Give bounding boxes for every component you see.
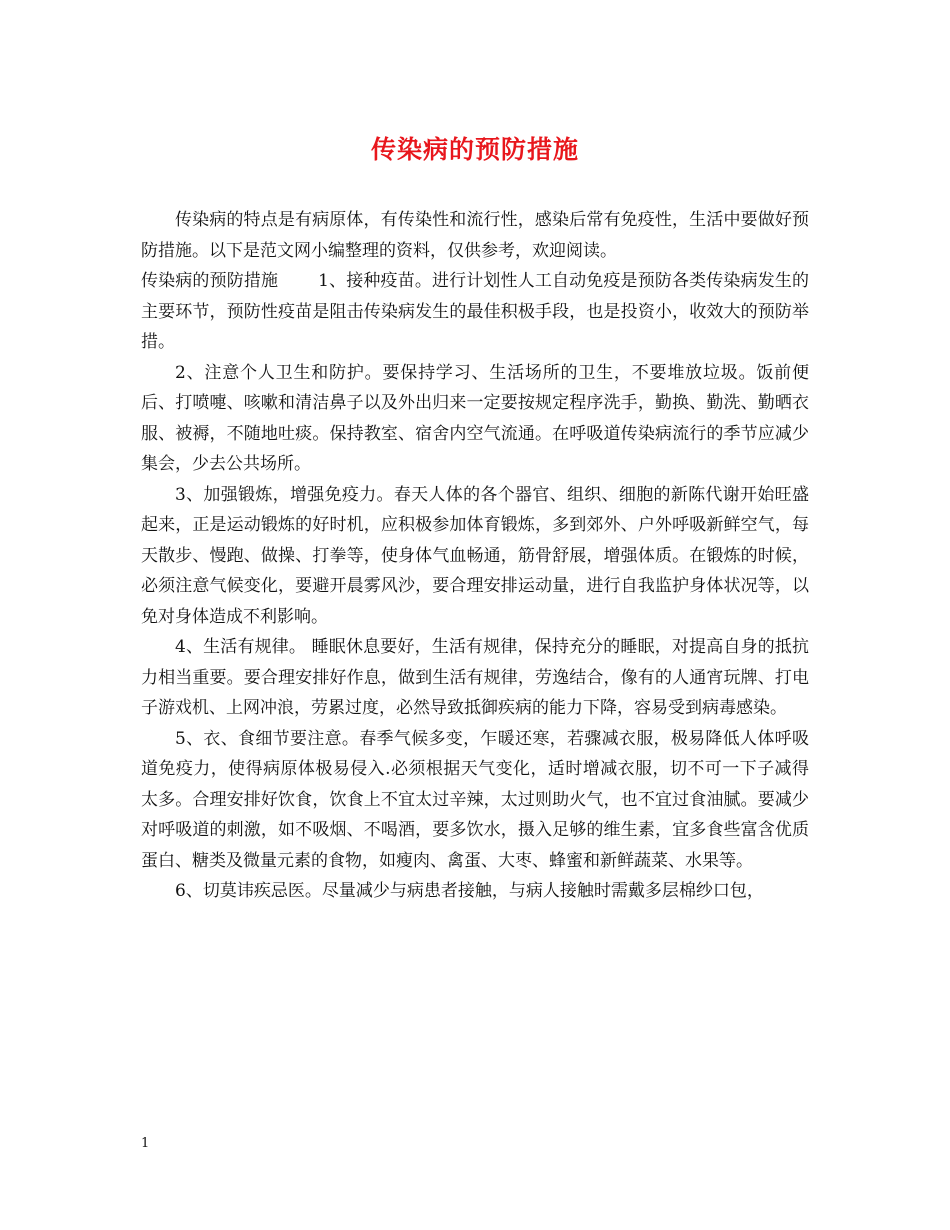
intro-paragraph: 传染病的特点是有病原体，有传染性和流行性，感染后常有免疫性，生活中要做好预防措施。以下是范文网小编整理的资料，仅供参考，欢迎阅读。 [141,210,809,261]
item-4-paragraph: 4、生活有规律。 睡眠休息要好，生活有规律，保持充分的睡眠，对提高自身的抵抗力相当重要。要合理安排好作息，做到生活有规律，劳逸结合，像有的人通宵玩牌、打电子游戏机、上网冲浪，劳累过度，必然导致抵御疾病的能力下降，容易受到病毒感染。 [141,637,809,718]
item-1-text: 1、接种疫苗。进行计划性人工自动免疫是预防各类传染病发生的主要环节，预防性疫苗是阻击传染病发生的最佳积极手段，也是投资小，收效大的预防举措。 [141,271,809,352]
item-5-paragraph: 5、衣、食细节要注意。春季气候多变，乍暖还寒，若骤减衣服，极易降低人体呼吸道免疫力，使得病原体极易侵入.必须根据天气变化，适时增减衣服，切不可一下子减得太多。合理安排好饮食，饮食上不宜太过辛辣，太过则助火气，也不宜过食油腻。要减少对呼吸道的刺激，如不吸烟、不喝酒，要多饮水，摄入足够的维生素，宜多食些富含优质蛋白、糖类及微量元素的食物，如瘦肉、禽蛋、大枣、蜂蜜和新鲜蔬菜、水果等。 [141,728,809,871]
item-2-paragraph: 2、注意个人卫生和防护。要保持学习、生活场所的卫生，不要堆放垃圾。饭前便后、打喷嚏、咳嗽和清洁鼻子以及外出归来一定要按规定程序洗手，勤换、勤洗、勤晒衣服、被褥，不随地吐痰。保持教室、宿舍内空气流通。在呼吸道传染病流行的季节应减少集会，少去公共场所。 [141,362,809,474]
document-body [141,205,809,907]
section-paragraph-1 [141,266,809,358]
item-3-paragraph: 3、加强锻炼，增强免疫力。春天人体的各个器官、组织、细胞的新陈代谢开始旺盛起来，正是运动锻炼的好时机，应积极参加体育锻炼，多到郊外、户外呼吸新鲜空气，每天散步、慢跑、做操、打拳等，使身体气血畅通，筋骨舒展，增强体质。在锻炼的时候，必须注意气候变化，要避开晨雾风沙，要合理安排运动量，进行自我监护身体状况等，以免对身体造成不利影响。 [141,484,809,627]
item-6-paragraph: 6、切莫讳疾忌医。尽量减少与病患者接触，与病人接触时需戴多层棉纱口包， [175,881,764,901]
section-heading: 传染病的预防措施 [141,271,279,291]
page-number: 1 [141,1136,150,1151]
document-title: 传染病的预防措施 [370,135,579,164]
